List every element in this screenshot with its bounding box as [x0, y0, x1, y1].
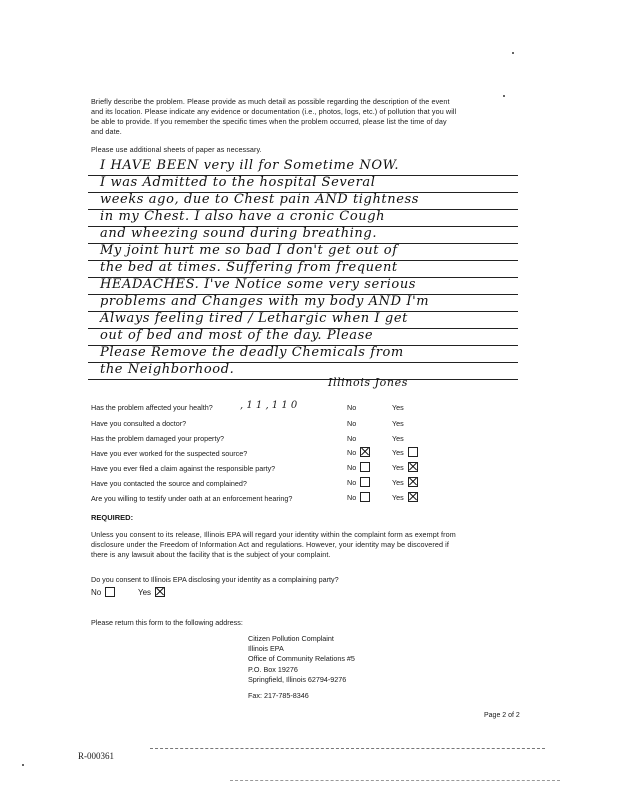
instructions-line: be able to provide. If you remember the specific times when the problem occurred, please list the time of day [91, 117, 447, 126]
checkbox-yes-contacted-source[interactable] [408, 477, 418, 487]
instructions-paragraph [91, 97, 521, 137]
answer-yes-label: Yes [392, 434, 404, 443]
checkbox-yes-worked-source[interactable] [408, 447, 418, 457]
answer-yes-doctor [392, 419, 404, 428]
answer-yes-label: Yes [392, 463, 404, 472]
margin-scribble: , 1 1 , 1 1 0 [240, 400, 298, 411]
foia-notice [91, 530, 521, 560]
answer-no-contacted-source [347, 478, 370, 488]
address-line: Illinois EPA [248, 644, 284, 654]
fax-number: Fax: 217-785-8346 [248, 691, 309, 701]
answer-yes-label: Yes [392, 419, 404, 428]
answer-no-label: No [347, 463, 357, 472]
answer-yes-contacted-source [392, 478, 418, 488]
instructions-line: and date. [91, 127, 122, 136]
writing-line-rule [88, 379, 518, 380]
handwritten-line: in my Chest. I also have a cronic Cough [100, 209, 386, 224]
page-number: Page 2 of 2 [484, 712, 520, 719]
answer-no-health [347, 403, 356, 412]
answer-no-testify [347, 493, 370, 503]
address-line: Office of Community Relations #5 [248, 654, 355, 664]
answer-no-filed-claim [347, 463, 370, 473]
handwritten-line: Always feeling tired / Lethargic when I get [100, 311, 408, 326]
handwritten-line: I HAVE BEEN very ill for Sometime NOW. [100, 158, 400, 173]
address-line: P.O. Box 19276 [248, 664, 298, 674]
bates-number: R-000361 [78, 751, 114, 761]
handwritten-line: HEADACHES. I've Notice some very serious [100, 277, 417, 292]
checkbox-yes-filed-claim[interactable] [408, 462, 418, 472]
instructions-line: and its location. Please indicate any evidence or documentation (i.e., photos, logs, etc.) of pollution that you will [91, 107, 457, 116]
additional-sheets-note: Please use additional sheets of paper as necessary. [91, 145, 262, 154]
handwritten-line: and wheezing sound during breathing. [100, 226, 378, 241]
answer-no-label: No [347, 448, 357, 457]
answer-yes-label: Yes [392, 493, 404, 502]
question-property: Has the problem damaged your property? [91, 434, 225, 443]
consent-question: Do you consent to Illinois EPA disclosing your identity as a complaining party? [91, 575, 339, 584]
foia-notice-line: disclosure under the Freedom of Information Act and regulations. However, your identity may be discovered if [91, 540, 449, 549]
answer-yes-worked-source [392, 448, 418, 458]
instructions-line: Briefly describe the problem. Please provide as much detail as possible regarding the description of the event [91, 97, 450, 106]
foia-notice-line: Unless you consent to its release, Illinois EPA will regard your identity within the complaint form as exempt from [91, 530, 456, 539]
address-line: Springfield, Illinois 62794-9276 [248, 674, 347, 684]
handwritten-line: the bed at times. Suffering from frequent [100, 260, 398, 275]
required-heading: REQUIRED: [91, 513, 134, 522]
answer-yes-property [392, 434, 404, 443]
answer-no-label: No [347, 493, 357, 502]
question-filed-claim: Have you ever filed a claim against the responsible party? [91, 464, 276, 473]
handwritten-line: problems and Changes with my body AND I'm [100, 294, 430, 309]
checkbox-consent-no[interactable] [105, 587, 115, 597]
question-worked-source: Have you ever worked for the suspected source? [91, 449, 248, 458]
consent-no-label: No [91, 588, 102, 598]
scan-artifact-dashes [150, 748, 545, 749]
handwritten-line: I was Admitted to the hospital Several [100, 175, 376, 190]
question-contacted-source: Have you contacted the source and complained? [91, 479, 247, 488]
answer-yes-health [392, 403, 404, 412]
address-line: Citizen Pollution Complaint [248, 634, 334, 643]
checkbox-yes-testify[interactable] [408, 492, 418, 502]
answer-yes-testify [392, 493, 418, 503]
foia-notice-line: there is any lawsuit about the facility that is the subject of your complaint. [91, 550, 331, 559]
question-doctor: Have you consulted a doctor? [91, 419, 187, 428]
handwritten-line: the Neighborhood. [100, 362, 235, 377]
consent-no-option [91, 588, 115, 598]
handwritten-line: out of bed and most of the day. Please [100, 328, 374, 343]
answer-yes-label: Yes [392, 448, 404, 457]
handwritten-line: weeks ago, due to Chest pain AND tightness [100, 192, 420, 207]
answer-no-label: No [347, 419, 357, 428]
answer-yes-filed-claim [392, 463, 418, 473]
answer-no-worked-source [347, 448, 370, 458]
answer-no-label: No [347, 478, 357, 487]
question-health: Has the problem affected your health? [91, 403, 213, 412]
answer-no-label: No [347, 434, 357, 443]
checkbox-no-worked-source[interactable] [360, 447, 370, 457]
handwritten-description [88, 152, 528, 392]
answer-no-property [347, 434, 356, 443]
answer-no-doctor [347, 419, 356, 428]
checkbox-consent-yes[interactable] [155, 587, 165, 597]
handwritten-signature: Illinois Jones [328, 376, 408, 389]
consent-yes-option [138, 588, 165, 598]
mailing-address [248, 634, 355, 701]
checkbox-no-filed-claim[interactable] [360, 462, 370, 472]
question-testify: Are you willing to testify under oath at an enforcement hearing? [91, 494, 293, 503]
return-instructions: Please return this form to the following address: [91, 618, 243, 627]
scan-artifact-dashes [230, 780, 560, 781]
checkbox-no-contacted-source[interactable] [360, 477, 370, 487]
scan-speck [22, 764, 24, 766]
answer-yes-label: Yes [392, 403, 404, 412]
answer-yes-label: Yes [392, 478, 404, 487]
handwritten-line: My joint hurt me so bad I don't get out of [100, 243, 398, 258]
answer-no-label: No [347, 403, 357, 412]
scan-speck [512, 52, 514, 54]
checkbox-no-testify[interactable] [360, 492, 370, 502]
consent-yes-label: Yes [138, 588, 152, 598]
handwritten-line: Please Remove the deadly Chemicals from [100, 345, 404, 360]
scan-speck [503, 95, 505, 97]
